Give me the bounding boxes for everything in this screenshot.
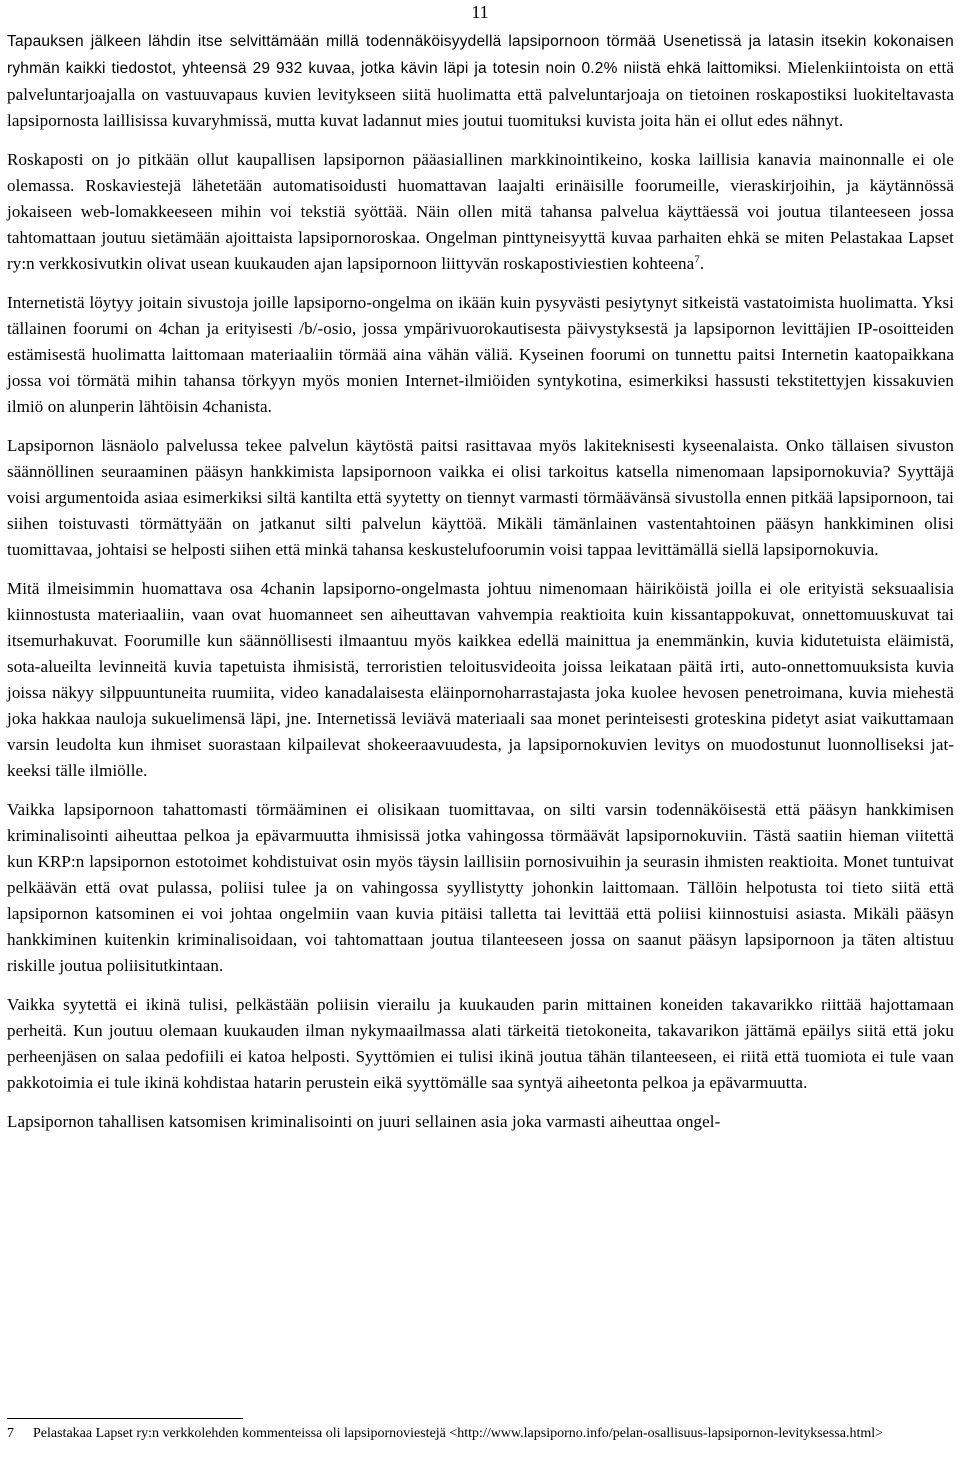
paragraph-2 (7, 147, 954, 277)
paragraph-2-trailing: . (699, 254, 705, 273)
paragraph-4 (7, 433, 954, 563)
footnote (7, 1424, 954, 1444)
page-number: 11 (471, 2, 489, 22)
paragraph-7 (7, 992, 954, 1096)
paragraph-8-text: Lapsipornon tahallisen katsomisen kriminalisointi on juuri sellainen asia joka varmasti aiheuttaa ongel- (7, 1112, 721, 1131)
paragraph-7-text: Vaikka syytettä ei ikinä tulisi, pelkästään poliisin vierailu ja kuukauden parin mittainen koneiden takavarikko riittää hajottamaan perheitä. Kun joutuu olemaan kuukauden ilman nykymaailmassa alati tärkeitä tietokoneita, takavarikon jättämä epäilys siitä että joku perheenjäsen on salaa pedofiili ei katoa helposti. Syyttömien ei tulisi ikinä joutua tähän tilanteeseen, ei riitä että tuomiota ei tule vaan pakkotoimia ei tule ikinä kohdistaa hatarin perustein eikä syyttömälle saa syntyä aiheetonta pelkoa ja epävarmuutta. (7, 995, 954, 1092)
footnote-text[interactable]: Pelastakaa Lapset ry:n verkkolehden kommenteissa oli lapsipornoviestejä <http://www.lapsiporno.info/pelan-osallisuus-lapsipornon-levityksessa.html> (33, 1426, 884, 1441)
paragraph-6-text: Vaikka lapsipornoon tahattomasti törmääminen ei olisikaan tuomittavaa, on silti varsin todennäköisestä että pääsyn hankkimisen kriminalisointi aiheuttaa pelkoa ja epävarmuutta ihmisissä jotka vahingossa törmäävät lapsipornokuviin. Tästä saatiin hieman viitettä kun KRP:n lapsipornon estotoimet kohdistuivat osin myös täysin laillisiin pornosivuihin ja seurasin ihmisten reaktioita. Monet tuntuivat pelkäävän että ovat pulassa, poliisi tulee ja on vahingossa syyllistytty johonkin laittomaan. Tällöin helpotusta toi tieto siitä että lapsipornon katsominen ei voi johtaa ongelmiin vaan kuvia pitäisi talletta tai levittää että poliisi kiinnostuisi asiasta. Mikäli pääsyn hankkiminen kuitenkin kriminalisoidaan, voi tahtomattaan joutua tilanteeseen jossa on saanut pääsyn lapsipornoon ja täten altistuu riskille joutua poliisitutkintaan. (7, 800, 954, 975)
footnote-divider (7, 1418, 243, 1419)
paragraph-4-text: Lapsipornon läsnäolo palvelussa tekee palvelun käytöstä paitsi rasittavaa myös lakiteknisesti kyseenalaista. Onko tällaisen sivuston säännöllinen seuraaminen pääsyn hankkimista lapsipornoon vaikka ei olisi tarkoitus katsella nimenomaan lapsipornokuvia? Syyttäjä voisi argumentoida asiaa esimerkiksi siltä kantilta että syytetty on tiennyt varmasti törmäävänsä sivustolla ennen pitkää lapsipornoon, tai siihen toistuvasti törmättyään on jatkanut silti palvelun käyttöä. Mikäli tämänlainen vastentahtoinen pääsyn hankkiminen olisi tuomittavaa, johtaisi se helposti siihen että minkä tahansa keskustelufoorumin voisi tappaa levittämällä siellä lapsipornokuvia. (7, 436, 954, 559)
footnote-mark: 7 (7, 1426, 14, 1441)
paragraph-5-text: Mitä ilmeisimmin huomattava osa 4chanin lapsiporno-ongelmasta johtuu nimenomaan häiriköistä joilla ei ole erityistä seksuaalisia kiinnostusta materiaaliin, vaan ovat huomanneet sen aiheuttavan vahvempia reaktioita kuin kissantappokuvat, onnettomuuskuvat tai itsemurhakuvat. Foorumille kun säännöllisesti ilmaantuu myös kaikkea edellä mainittua ja enemmänkin, kuvia kidutetuista eläimistä, sota-alueilta levinneitä kuvia tapetuista ihmisistä, terroristien teloitusvideoita joissa leikataan päitä irti, auto-onnettomuuksista kuvia joissa näkyy silppuuntuneita ruumiita, video kanadalaisesta eläinpornoharrastajasta joka kuolee hevosen penetroimana, kuvia miehestä joka hakkaa nauloja sukuelimensä läpi, jne. Internetissä leviävä materiaali saa monet perinteisesti groteskina pidetyt asiat vaikuttamaan varsin leudolta kun ihmiset suorastaan kilpailevat shokeeraavuudesta, ja lapsipornokuvien levitys on muodostunut luonnolliseksi jatkeeksi tälle ilmiölle. (7, 579, 954, 780)
paragraph-6 (7, 797, 954, 979)
paragraph-5 (7, 576, 954, 784)
paragraph-1-part-1: Tapauksen jälkeen lähdin itse selvittämään millä todennäköisyydellä lapsipornoon törmää Usenetissä ja latasin itsekin kokonaisen ryhmän kaikki tiedostot, yhteensä 29 932 kuvaa, jotka kävin läpi ja totesin noin 0.2% niistä ehkä laittomiksi. (7, 33, 954, 77)
paragraph-1-part-2: Mielenkiintoista on että palveluntarjoajalla on vastuuvapaus kuvien levitykseen siitä huolimatta että palveluntarjoaja on tietoinen roskapostiksi luokiteltavasta lapsipornosta laillisissa kuvaryhmissä, mutta kuvat ladannut mies joutui tuomituksi kuvista joita hän ei ollut edes nähnyt. (7, 58, 954, 130)
paragraph-3 (7, 290, 954, 420)
paragraph-8 (7, 1109, 954, 1135)
footnote-reference[interactable]: 7 (694, 253, 700, 266)
body-text (7, 28, 954, 1148)
paragraph-1 (7, 28, 954, 134)
paragraph-3-text: Internetistä löytyy joitain sivustoja joille lapsiporno-ongelma on ikään kuin pysyvästi pesiytynyt sitkeistä vastatoimista huolimatta. Yksi tällainen foorumi on 4chan ja erityisesti /b/-osio, jossa ympärivuorokautisesta päivystyksestä ja lapsipornon levittäjien IP-osoitteiden estämisestä huolimatta laittomaan materiaaliin törmää aina vähän väliä. Kyseinen foorumi on tunnettu paitsi Internetin kaatopaikkana jossa voi törmätä mihin tahansa törkyyn myös monien Internet-ilmiöiden syntykotina, esimerkiksi hassusti tekstitettyjen kissakuvien ilmiö on alunperin lähtöisin 4chanista. (7, 293, 954, 416)
paragraph-2-text: Roskaposti on jo pitkään ollut kaupallisen lapsipornon pääasiallinen markkinointikeino, koska laillisia kanavia mainonnalle ei ole olemassa. Roskaviestejä lähetetään automatisoidusti huomattavan laajalti erinäisille foorumeille, vieraskirjoihin, ja käytännössä jokaiseen web-lomakkeeseen mihin voi tekstiä syöttää. Näin ollen mitä tahansa palvelua käyttäessä voi joutua tilanteeseen jossa tahtomattaan joutuu sietämään ajoittaista lapsipornoroskaa. Ongelman pinttyneisyyttä kuvaa parhaiten ehkä se miten Pelastakaa Lapset ry:n verkkosivutkin olivat usean kuukauden ajan lapsipornoon liittyvän roskapostiviestien kohteena (7, 150, 954, 273)
